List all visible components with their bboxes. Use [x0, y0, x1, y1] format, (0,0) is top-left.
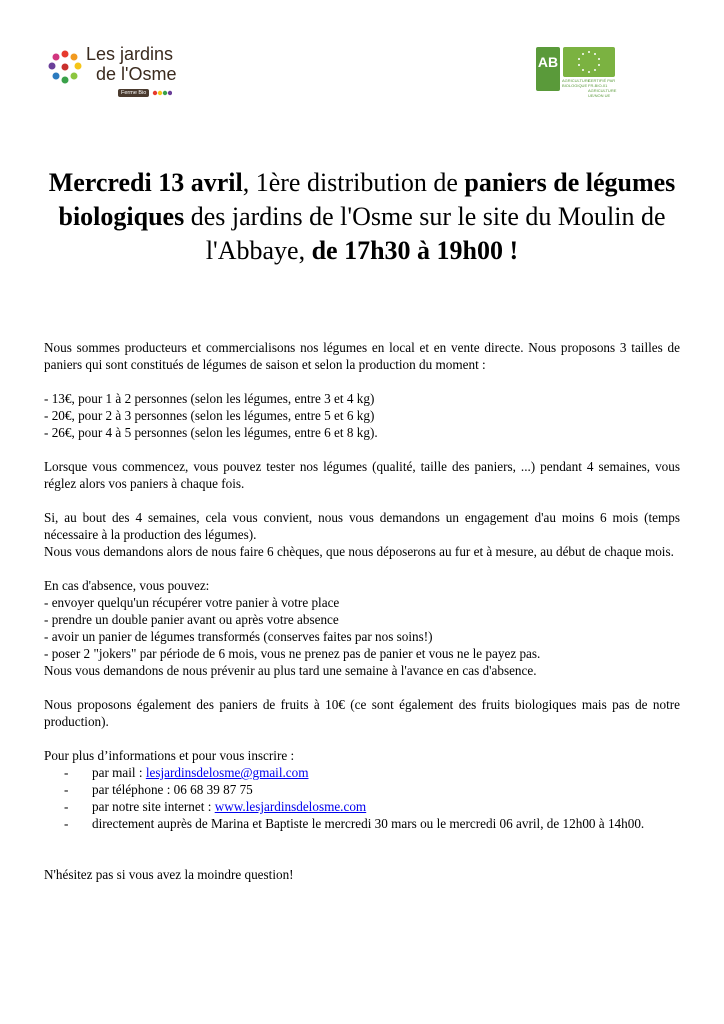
logo-title-line1: Les jardins [86, 44, 174, 64]
intro-paragraph: Nous sommes producteurs et commercialisons nos légumes en local et en vente directe. Nous proposons 3 tailles de paniers qui sont constitués de légumes de saison et selon la production du moment : [44, 340, 680, 372]
price-item: - 26€, pour 4 à 5 personnes (selon les légumes, entre 6 et 8 kg). [44, 425, 378, 440]
absence-item: - avoir un panier de légumes transformés (conserves faites par nos soins!) [44, 629, 433, 644]
headline-time: de 17h30 à 19h00 ! [311, 236, 519, 265]
contact-item-site: - par notre site internet : www.lesjardinsdelosme.com [64, 799, 367, 814]
logo-title [86, 44, 176, 84]
headline-text-2: des jardins de l'Osme sur le site du Moulin de l'Abbaye, [184, 202, 666, 265]
contact-direct: directement auprès de Marina et Baptiste le mercredi 30 mars ou le mercredi 06 avril, de 12h00 à 14h00. [92, 816, 645, 831]
contact-item-direct: - directement auprès de Marina et Baptiste le mercredi 30 mars ou le mercredi 06 avril, de 12h00 à 14h00. [44, 815, 680, 832]
headline [40, 166, 684, 268]
price-item: - 13€, pour 1 à 2 personnes (selon les légumes, entre 3 et 4 kg) [44, 391, 375, 406]
headline-date: Mercredi 13 avril [48, 168, 243, 197]
website-link[interactable]: www.lesjardinsdelosme.com [214, 799, 367, 814]
ab-caption-1: AGRICULTURE BIOLOGIQUE [562, 78, 591, 88]
flower-dots-icon [48, 50, 82, 84]
contact-phone: par téléphone : 06 68 39 87 75 [92, 782, 253, 797]
contact-site-label: par notre site internet : [92, 799, 215, 814]
engagement-paragraph: Si, au bout des 4 semaines, cela vous convient, nous vous demandons un engagement d'au moins 6 mois (temps nécessaire à la production des légumes). [44, 510, 680, 542]
fruits-paragraph: Nous proposons également des paniers de fruits à 10€ (ce sont également des fruits biologiques mais pas de notre production). [44, 697, 680, 729]
contact-list [44, 764, 680, 832]
color-dots-icon [152, 90, 172, 96]
headline-product: paniers de légumes biologiques [58, 168, 676, 231]
trial-paragraph: Lorsque vous commencez, vous pouvez tester nos légumes (qualité, taille des paniers, ...) pendant 4 semaines, vous réglez alors vos paniers à chaque fois. [44, 459, 680, 491]
contact-intro: Pour plus d’informations et pour vous inscrire : [44, 748, 295, 763]
price-item: - 20€, pour 2 à 3 personnes (selon les légumes, entre 5 et 6 kg) [44, 408, 375, 423]
ab-mark: AB [536, 47, 560, 91]
closing-line: N'hésitez pas si vous avez la moindre question! [44, 867, 294, 882]
cheques-paragraph: Nous vous demandons alors de nous faire 6 chèques, que nous déposerons au fur et à mesure, au début de chaque mois. [44, 544, 674, 559]
absence-intro: En cas d'absence, vous pouvez: [44, 578, 210, 593]
eu-organic-leaf-icon [563, 47, 615, 77]
ab-organic-logo [536, 47, 620, 98]
ab-caption-2: CERTIFIÉ PAR FR-BIO-01 AGRICULTURE UE/NON UE [588, 78, 617, 98]
body-text [44, 339, 680, 883]
contact-mail-label: par mail : [92, 765, 146, 780]
logo-title-line2: de l'Osme [96, 64, 177, 84]
contact-item-phone: - par téléphone : 06 68 39 87 75 [44, 781, 680, 798]
contact-item-mail: - par mail : lesjardinsdelosme@gmail.com [64, 765, 309, 780]
logo-tagline: Ferme Bio [118, 89, 149, 97]
absence-item: - poser 2 "jokers" par période de 6 mois, vous ne prenez pas de panier et vous ne le payez pas. [44, 646, 541, 661]
absence-item: - envoyer quelqu'un récupérer votre panier à votre place [44, 595, 340, 610]
absence-notice: Nous vous demandons de nous prévenir au plus tard une semaine à l'avance en cas d'absence. [44, 663, 537, 678]
email-link[interactable]: lesjardinsdelosme@gmail.com [145, 765, 309, 780]
absence-item: - prendre un double panier avant ou après votre absence [44, 612, 339, 627]
headline-text-1: , 1ère distribution de [242, 168, 465, 197]
jardins-osme-logo [48, 44, 188, 104]
